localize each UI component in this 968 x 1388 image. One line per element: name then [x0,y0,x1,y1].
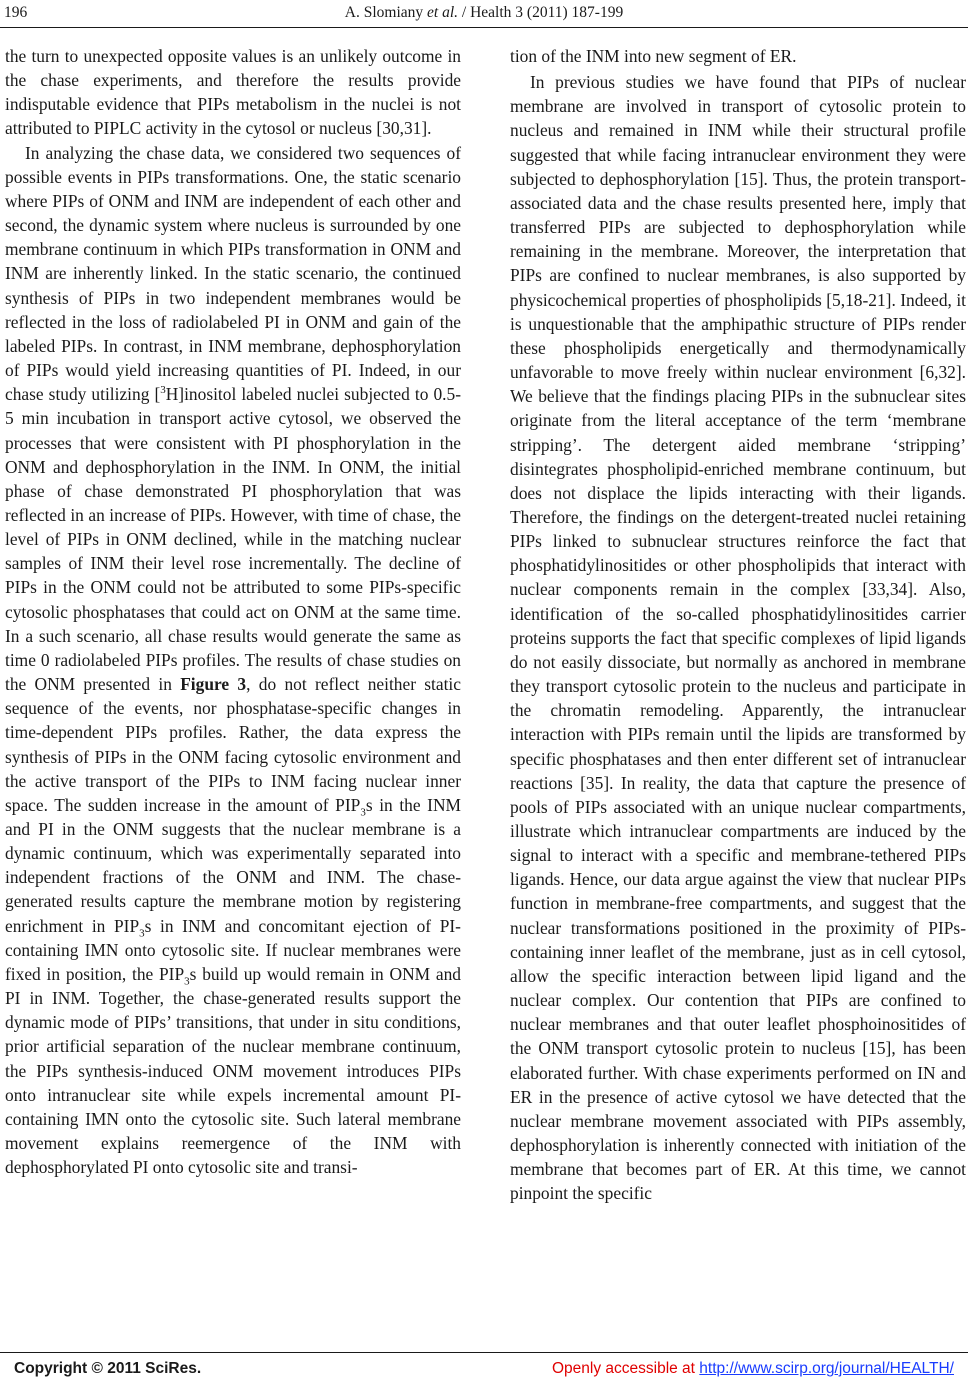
text-segment: H]inositol labeled nuclei subjected to 0.5-5 min incubation in transport active cytosol, we observed the processes that were consistent with PI phosphorylation in the ONM and dephosphorylation in the INM. In ONM, the initial phase of chase demonstrated PI phosphorylation that was reflected in an increase of PIPs. However, with time of chase, the level of PIPs in ONM declined, while in the matching nuclear samples of INM their level rose incrementally. The decline of PIPs in the ONM could not be attributed to some PIPs-specific cytosolic phosphatases that could act on ONM at the same time. In a such scenario, all chase results would generate the same as time 0 radiolabeled PIPs profiles. The results of chase studies on the ONM presented in [5,384,462,695]
figure-reference: Figure 3 [180,674,247,695]
copyright-notice: Copyright © 2011 SciRes. [14,1360,202,1377]
text-segment: s build up would remain in ONM and PI in INM. Together, the chase-generated results support the dynamic mode of PIPs’ transitions, that under in situ conditions, prior artificial separation of the nuclear membrane continuum, the PIPs synthesis-induced ONM movement introduces PIPs onto intranuclear site while expels incremental amount PI-containing IMN onto the cytosolic site. Such lateral membrane movement explains reemergence of the INM with dephosphorylated PI onto cytosolic site and transi- [5,963,461,1178]
running-title [0,4,968,22]
text-segment: s in the INM and PI in the ONM suggests that the nuclear membrane is a dynamic continuum, which was experimentally separated into independent fractions of the ONM and INM. The chase-generated results capture the membrane motion by registering enrichment in PIP [5,794,461,936]
paragraph-continuation: the turn to unexpected opposite values is an unlikely outcome in the chase experiments, and therefore the results provide indisputable evidence that PIPs metabolism in the nuclei is not attributed to PIPLC activity in the cytosol or nucleus [30,31]. [5,46,461,139]
journal-link[interactable]: http://www.scirp.org/journal/HEALTH/ [699,1360,954,1377]
paragraph-previous-studies: In previous studies we have found that PIPs of nuclear membrane are involved in transport of cytosolic protein to nucleus and remained in INM while their structural profile suggested that while facing intranuclear environment they were subjected to dephosphorylation [15]. Thus, the protein transport-associated data and the chase results presented here, imply that transferred PIPs are subjected to dephosphorylation while remaining in the membrane. Moreover, the interpretation that PIPs are confined to nuclear membranes, is also supported by physicochemical properties of phospholipids [5,18-21]. Indeed, it is unquestionable that the amphipathic structure of PIPs render these phospholipids energetically and thermodynamically unfavorable to move freely within nuclear environment [6,32]. We believe that the findings placing PIPs in the subnuclear sites originate from the literal acceptance of the term ‘membrane stripping’. The detergent aided membrane ‘stripping’ disintegrates phospholipid-enriched membrane continuum, but does not displace the lipids interacting with their ligands. Therefore, the findings on the detergent-treated nuclei retaining PIPs linked to subnuclear structures reinforce the fact that phosphatidylinositides or other phospholipids that interact with nuclear components remain in the complex [33,34]. Also, identification of the so-called phosphatidylinositides carrier proteins supports the fact that specific complexes of lipid ligands do not easily dissociate, but normally as anchored in membrane they transport cytosolic protein to the nucleus and participate in the chromatin remodeling. Apparently, the intranuclear interaction with PIPs remain until the lipids are transformed by specific phosphatases and then enter different set of intranuclear reactions [35]. In reality, the data that capture the presence of pools of PIPs associated with an unique nuclear compartments, illustrate which intranuclear compartments are induced by the signal to interact with a specific and membrane-tethered PIPs ligands. Hence, our data argue against the view that nuclear PIPs function in membrane-free compartments, and suggest that the nuclear transformations positioned in the proximity of PIPs-containing inner leaflet of the membrane, just as in cell cytosol, allow the specific interaction between lipid ligand and the nuclear complex. Our contention that PIPs are confined to nuclear membranes and that outer leaflet phosphoinositides of the ONM transport cytosolic protein to nucleus [15], has been elaborated further. With chase experiments performed on IN and ER in the presence of active cytosol we have detected that the nuclear membrane movement associated with PIPs assembly, dephosphorylation is inherently connected with initiation of the membrane that becomes part of ER. At this time, we cannot pinpoint the specific [510,72,966,1204]
header-etal: et al. [427,4,459,21]
text-segment: In analyzing the chase data, we considered two sequences of possible events in PIPs transformations. One, the static scenario where PIPs of ONM and INM are independent of each other and second, the dynamic system where nucleus is surrounded by one membrane continuum in which PIPs transformation in ONM and INM are inherently linked. In the static scenario, the continued synthesis of PIPs in two independent membranes would be reflected in the loss of radiolabeled PI in ONM and gain of the labeled PIPs. In contrast, in INM membrane, dephosphorylation of PIPs would yield increasing quantities of PI. Indeed, in our chase study utilizing [ [5,142,461,405]
superscript: 3 [160,384,166,397]
header-journal: / Health 3 (2011) 187-199 [458,4,624,21]
open-access-notice [552,1360,954,1378]
paragraph-chase-analysis [5,141,461,1180]
running-header [0,4,968,26]
subscript: 3 [360,806,366,819]
subscript: 3 [139,927,145,940]
footer-rule [0,1352,968,1353]
header-rule [0,27,968,28]
text-segment: , do not reflect neither static sequence of the events, nor phosphatase-specific changes in time-dependent PIPs profiles. Rather, the data express the synthesis of PIPs in the ONM facing cytosolic environment and the active transport of the PIPs to INM facing nuclear inner space. The sudden increase in the amount of PIP [5,674,461,815]
subscript: 3 [184,975,190,988]
page-number: 196 [4,4,28,21]
left-column [5,44,461,1179]
header-author: A. Slomiany [344,4,428,21]
text-segment: s in INM and concomitant ejection of PI-containing IMN onto cytosolic site. If nuclear membranes were fixed in position, the PIP [5,915,461,984]
access-text: Openly accessible at [551,1360,700,1377]
right-column [510,44,966,1206]
paragraph-continuation: tion of the INM into new segment of ER. [510,46,797,66]
